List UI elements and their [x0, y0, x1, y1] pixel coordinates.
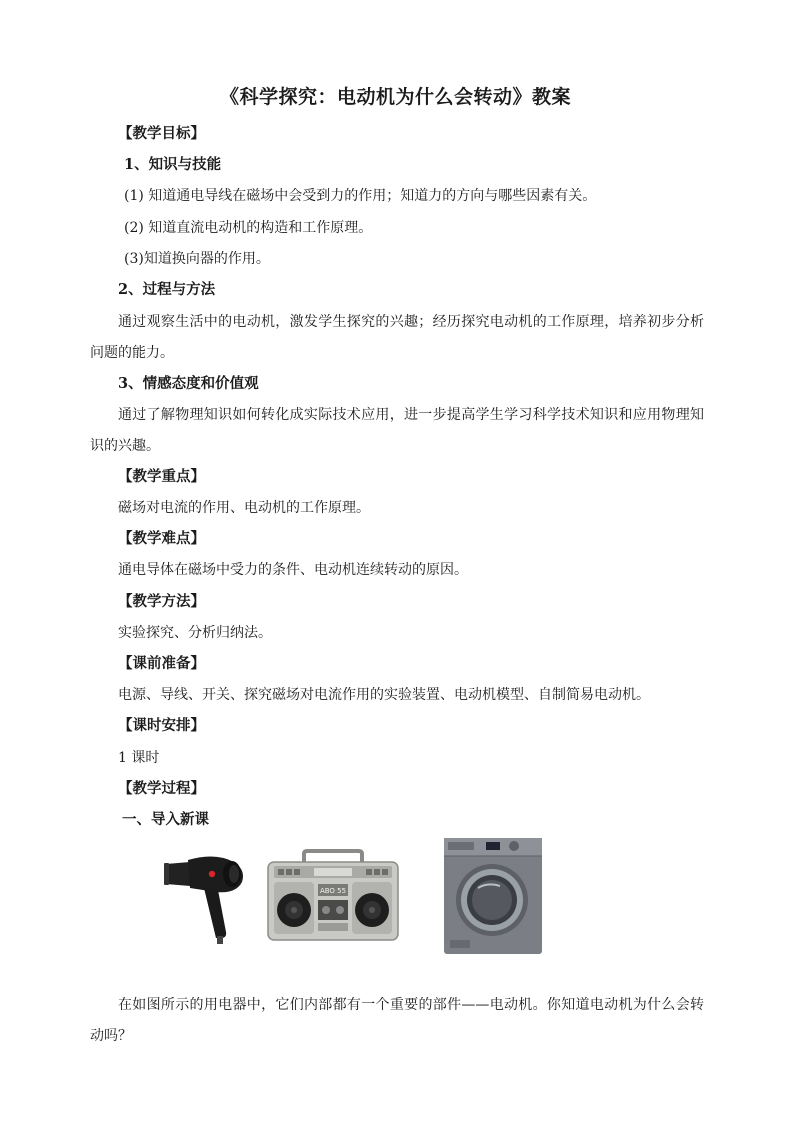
intro-text: 在如图所示的用电器中，它们内部都有一个重要的部件——电动机。你知道电动机为什么会转动吗？ — [90, 997, 704, 1044]
attitude-heading: 3、情感态度和价值观 — [118, 375, 259, 392]
difficulty-heading: 【教学难点】 — [118, 530, 205, 547]
method-heading: 【教学方法】 — [118, 593, 205, 610]
key-heading: 【教学重点】 — [118, 468, 205, 485]
difficulty-text: 通电导体在磁场中受力的条件、电动机连续转动的原因。 — [118, 562, 468, 578]
schedule-heading: 【课时安排】 — [118, 717, 205, 734]
attitude-text: 通过了解物理知识如何转化成实际技术应用，进一步提高学生学习科学技术知识和应用物理知识的兴趣。 — [90, 407, 704, 454]
key-text: 磁场对电流的作用、电动机的工作原理。 — [118, 500, 370, 516]
radio-cassette-image — [266, 848, 400, 944]
prep-text: 电源、导线、开关、探究磁场对电流作用的实验装置、电动机模型、自制简易电动机。 — [118, 687, 650, 703]
knowledge-item-3: (3)知道换向器的作用。 — [124, 251, 270, 267]
schedule-text: 1 课时 — [118, 750, 160, 766]
process-text: 通过观察生活中的电动机，激发学生探究的兴趣；经历探究电动机的工作原理，培养初步分析问题的能力。 — [90, 314, 704, 361]
knowledge-item-2: (2) 知道直流电动机的构造和工作原理。 — [124, 220, 373, 236]
process-heading: 2、过程与方法 — [118, 281, 216, 298]
intro-heading: 一、导入新课 — [122, 811, 209, 828]
radio-brand-label: ABO 55 — [319, 887, 347, 895]
method-text: 实验探究、分析归纳法。 — [118, 625, 272, 641]
appliance-images — [0, 830, 794, 960]
page-title: 《科学探究：电动机为什么会转动》教案 — [220, 86, 572, 108]
knowledge-heading: 1、知识与技能 — [124, 156, 222, 173]
hair-dryer-image — [160, 852, 250, 947]
washing-machine-image — [442, 836, 544, 956]
knowledge-item-1: (1) 知道通电导线在磁场中会受到力的作用；知道力的方向与哪些因素有关。 — [124, 188, 597, 204]
teaching-process-heading: 【教学过程】 — [118, 780, 205, 797]
objectives-heading: 【教学目标】 — [118, 125, 205, 142]
prep-heading: 【课前准备】 — [118, 655, 205, 672]
